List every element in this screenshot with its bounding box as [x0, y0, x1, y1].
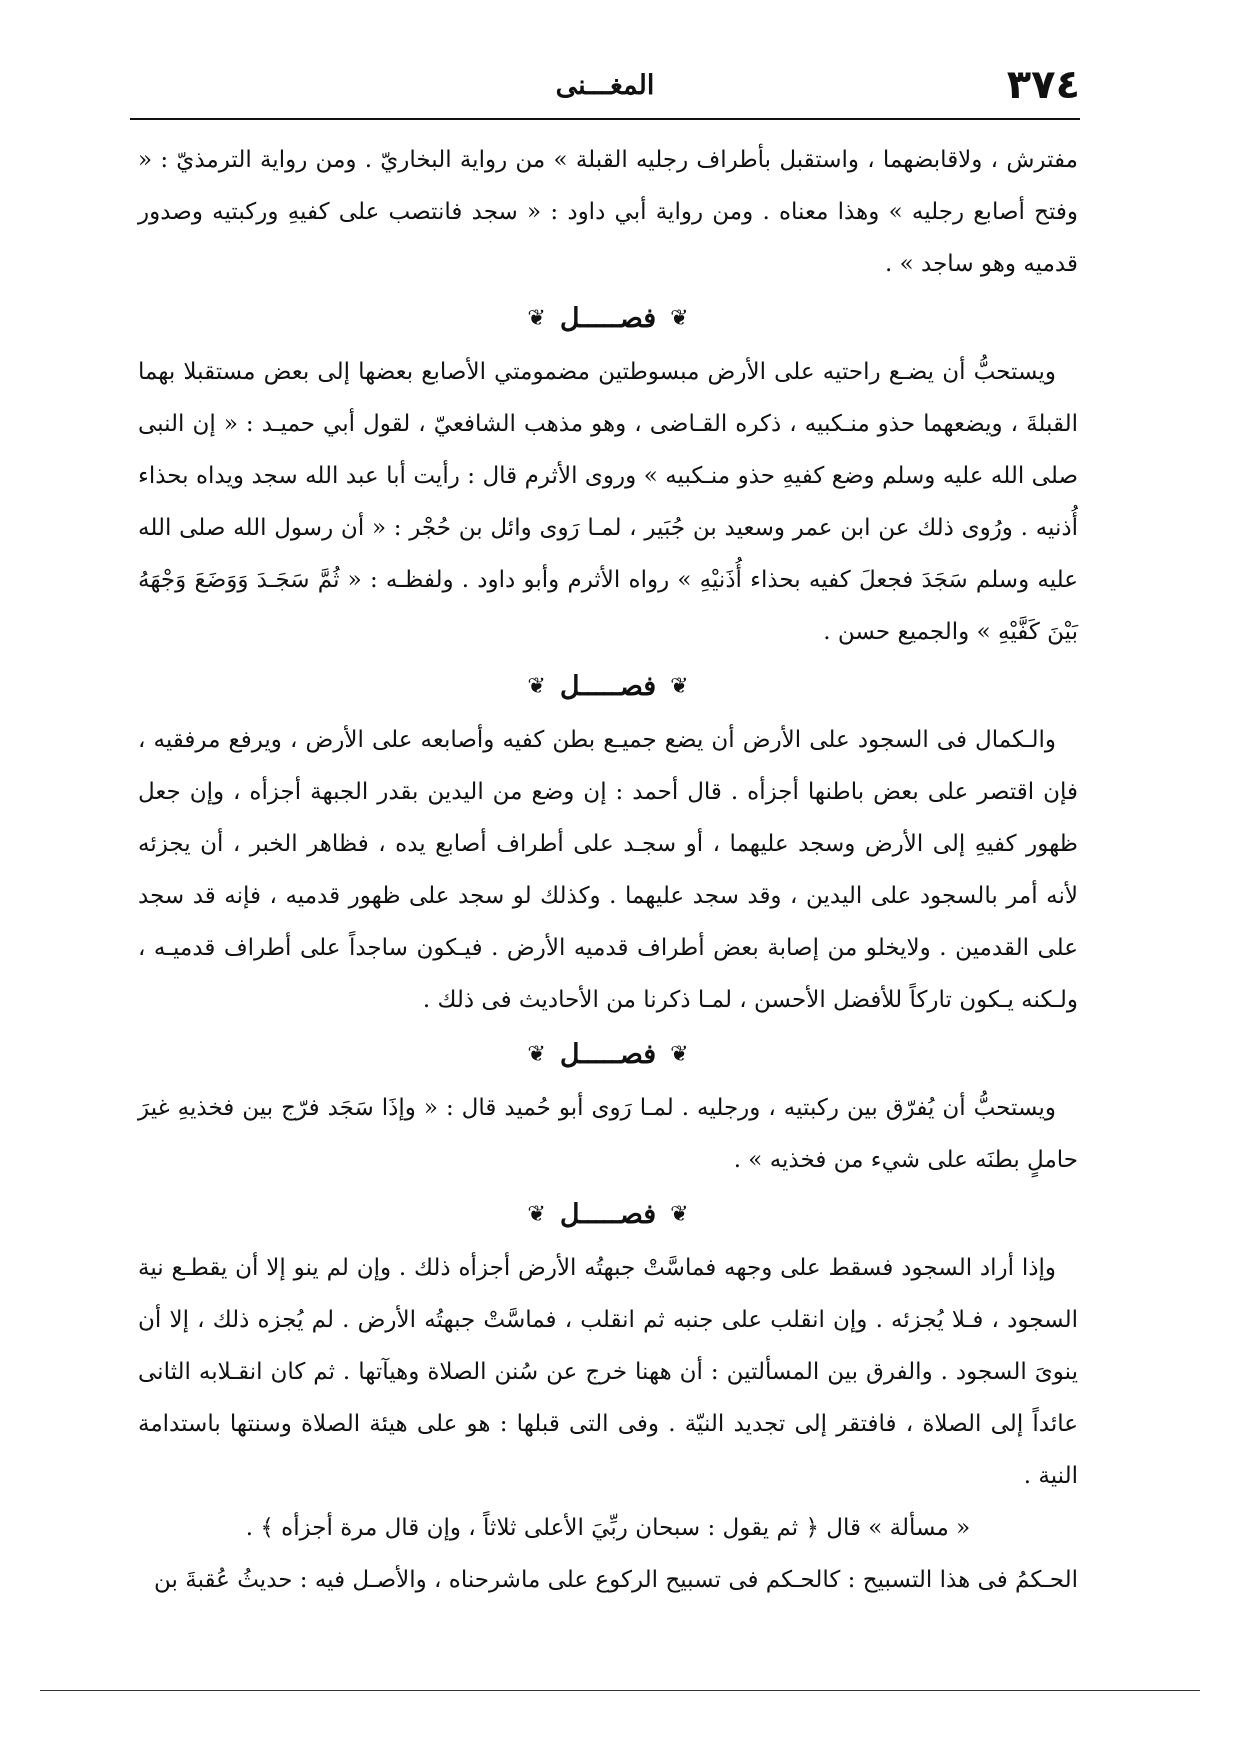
ornament-icon: ❦: [527, 1041, 546, 1067]
ornament-icon: ❦: [527, 305, 546, 331]
header-rule: [130, 118, 1080, 120]
section-heading-label: فصـــــل: [559, 1038, 657, 1070]
closing-paragraph: الحـكمُ فى هذا التسبيح : كالحـكم فى تسبيح الركوع على ماشرحناه ، والأصـل فيه : حديثُ عُقبةَ بن: [154, 1567, 1078, 1593]
page-header: [130, 60, 1080, 116]
ornament-icon: ❦: [527, 673, 546, 699]
section-3-paragraph: ويستحبُّ أن يُفرّق بين ركبتيه ، ورجليه . لمـا رَوى أبو حُميد قال : « وإذَا سَجَد فرّج بين فخذيهِ غيرَ حاملٍ بطنَه على شيء من فخذيه » .: [138, 1095, 1078, 1173]
section-heading-3: [138, 1026, 1078, 1082]
running-title: المغـــنى: [555, 70, 655, 101]
section-heading-2: [138, 658, 1078, 714]
section-heading-1: [138, 290, 1078, 346]
body-text: [138, 134, 1078, 1606]
section-4-paragraph: وإذا أراد السجود فسقط على وجهه فماسَّتْ جبهتُه الأرض أجزأه ذلك . وإن لم ينو إلا أن يقطـع نية السجود ، فـلا يُجزئه . وإن انقلب على جنبه ثم انقلب ، فماسَّتْ جبهتُه الأرض . لم يُجزه ذلك ، إلا أن ينوىَ السجود . والفرق بين المسألتين : أن ههنا خرج عن سُنن الصلاة وهيآتها . ثم كان انقـلابه الثانى عائداً إلى الصلاة ، فافتقر إلى تجديد النيّة . وفى التى قبلها : هو على هيئة الصلاة وسنتها باستدامة النية .: [138, 1255, 1078, 1489]
intro-paragraph: مفترش ، ولاقابضهما ، واستقبل بأطراف رجليه القبلة » من رواية البخاريّ . ومن رواية الترمذيّ : « وفتح أصابع رجليه » وهذا معناه . ومن رواية أبي داود : « سجد فانتصب على كفيهِ وركبتيه وصدور قدميه وهو ساجد » .: [138, 147, 1078, 277]
masala-line: « مسألة » قال ﴿ ثم يقول : سبحان ربِّيَ الأعلى ثلاثاً ، وإن قال مرة أجزأه ﴾ .: [245, 1515, 971, 1541]
footer-rule: [40, 1690, 1200, 1691]
ornament-icon: ❦: [670, 305, 689, 331]
section-heading-label: فصـــــل: [559, 670, 657, 702]
section-heading-label: فصـــــل: [559, 1198, 657, 1230]
ornament-icon: ❦: [670, 1041, 689, 1067]
section-heading-4: [138, 1186, 1078, 1242]
ornament-icon: ❦: [670, 1201, 689, 1227]
section-2-paragraph: والـكمال فى السجود على الأرض أن يضع جميـع بطن كفيه وأصابعه على الأرض ، ويرفع مرفقيه ، فإن اقتصر على بعض باطنها أجزأه . قال أحمد : إن وضع من اليدين بقدر الجبهة أجزأه ، وإن جعل ظهور كفيهِ إلى الأرض وسجد عليهما ، أو سجـد على أطراف أصابع يده ، فظاهر الخبر ، أن يجزئه لأنه أمر بالسجود على اليدين ، وقد سجد عليهما . وكذلك لو سجد على ظهور قدميه ، فإنه قد سجد على القدمين . ولايخلو من إصابة بعض أطراف قدميه الأرض . فيـكون ساجداً على أطراف قدميـه ، ولـكنه يـكون تاركاً للأفضل الأحسن ، لمـا ذكرنا من الأحاديث فى ذلك .: [138, 727, 1078, 1013]
page-number: ٣٧٤: [1006, 62, 1080, 108]
section-1-paragraph: ويستحبُّ أن يضـع راحتيه على الأرض مبسوطتين مضمومتي الأصابع بعضها إلى بعض مستقبلا بهما القبلةَ ، ويضعهما حذو منـكبيه ، ذكره القـاضى ، وهو مذهب الشافعيّ ، لقول أبي حميـد : « إن النبى صلى الله عليه وسلم وضع كفيهِ حذو منـكبيه » وروى الأثرم قال : رأيت أبا عبد الله سجد ويداه بحذاء أُذنيه . ورُوى ذلك عن ابن عمر وسعيد بن جُبَير ، لمـا رَوى وائل بن حُجْر : « أن رسول الله صلى الله عليه وسلم سَجَدَ فجعلَ كفيه بحذاء أُذَنيْهِ » رواه الأثرم وأبو داود . ولفظـه : « ثُمَّ سَجَـدَ وَوَضَعَ وَجْهَهُ بَيْنَ كَفَّيْهِ » والجميع حسن .: [138, 359, 1078, 645]
ornament-icon: ❦: [670, 673, 689, 699]
section-heading-label: فصـــــل: [559, 302, 657, 334]
ornament-icon: ❦: [527, 1201, 546, 1227]
